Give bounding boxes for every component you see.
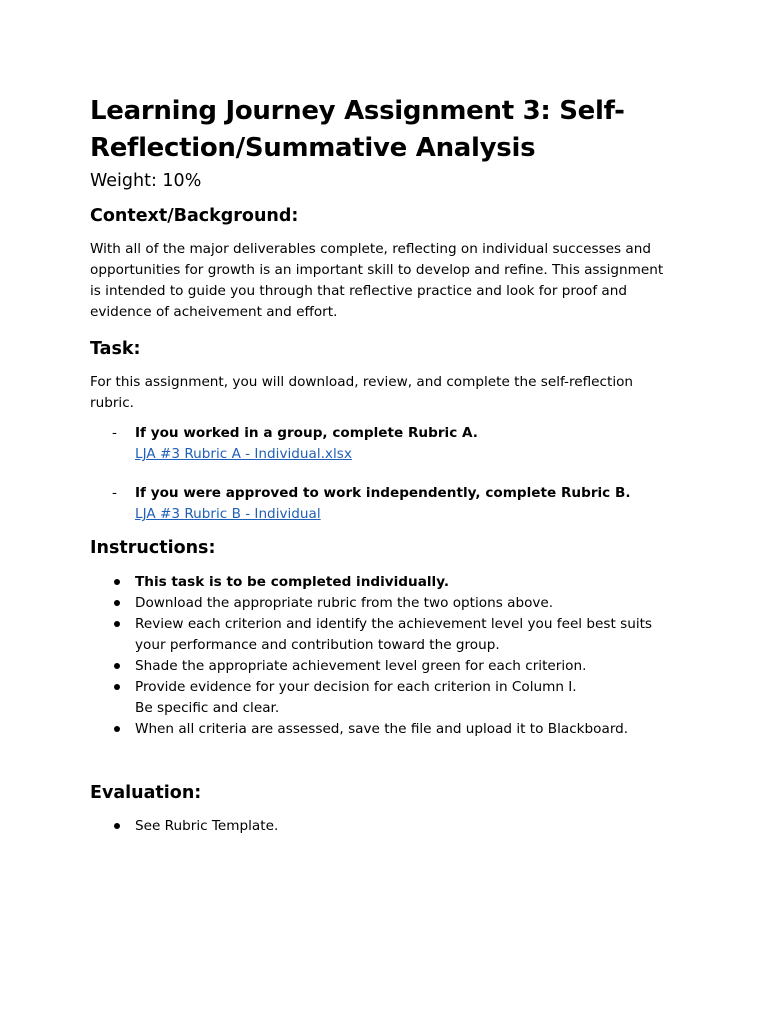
evaluation-text: See Rubric Template. bbox=[135, 818, 279, 834]
dash-marker: - bbox=[112, 425, 117, 441]
task-heading: Task: bbox=[90, 339, 141, 359]
instruction-text: Be specific and clear. bbox=[135, 700, 280, 716]
instruction-text: Review each criterion and identify the achievement level you feel best suits your performance and contribution toward the group. bbox=[135, 616, 653, 653]
instruction-text: When all criteria are assessed, save the file and upload it to Blackboard. bbox=[135, 721, 629, 737]
evaluation-heading: Evaluation: bbox=[90, 783, 202, 803]
list-item bbox=[90, 572, 678, 593]
bullet-icon bbox=[114, 663, 120, 669]
bullet-icon bbox=[114, 621, 120, 627]
list-item bbox=[90, 593, 678, 614]
evaluation-list bbox=[90, 816, 678, 837]
list-item bbox=[90, 677, 678, 719]
bullet-icon bbox=[114, 823, 120, 829]
list-item bbox=[90, 719, 678, 740]
instruction-text: This task is to be completed individually. bbox=[135, 574, 449, 590]
bullet-icon bbox=[114, 600, 120, 606]
list-item bbox=[90, 816, 678, 837]
weight-label: Weight: 10% bbox=[90, 171, 202, 191]
task-option-independent bbox=[90, 483, 678, 525]
rubric-a-link[interactable]: LJA #3 Rubric A - Individual.xlsx bbox=[135, 446, 352, 462]
instruction-text: Provide evidence for your decision for each criterion in Column I. bbox=[135, 679, 577, 695]
task-option-label: If you worked in a group, complete Rubric A. bbox=[135, 425, 478, 441]
task-body: For this assignment, you will download, review, and complete the self-reflection rubric. bbox=[90, 374, 634, 411]
dash-marker: - bbox=[112, 485, 117, 501]
instructions-heading: Instructions: bbox=[90, 538, 216, 558]
context-body: With all of the major deliverables complete, reflecting on individual successes and opportunities for growth is an important skill to develop and refine. This assignment is intended to guide you through that reflective practice and look for proof and evidence of acheivement and effort. bbox=[90, 241, 664, 320]
bullet-icon bbox=[114, 579, 120, 585]
instruction-text: Download the appropriate rubric from the two options above. bbox=[135, 595, 554, 611]
instructions-list bbox=[90, 572, 678, 740]
bullet-icon bbox=[114, 684, 120, 690]
task-option-label: If you were approved to work independently, complete Rubric B. bbox=[135, 485, 631, 501]
context-heading: Context/Background: bbox=[90, 206, 299, 226]
instruction-text: Shade the appropriate achievement level green for each criterion. bbox=[135, 658, 587, 674]
list-item bbox=[90, 614, 678, 656]
bullet-icon bbox=[114, 726, 120, 732]
rubric-b-link[interactable]: LJA #3 Rubric B - Individual bbox=[135, 506, 321, 522]
task-option-group bbox=[90, 423, 678, 465]
task-options-list bbox=[90, 423, 678, 525]
list-item bbox=[90, 656, 678, 677]
page-title: Learning Journey Assignment 3: Self-Reflection/Summative Analysis bbox=[90, 96, 625, 163]
